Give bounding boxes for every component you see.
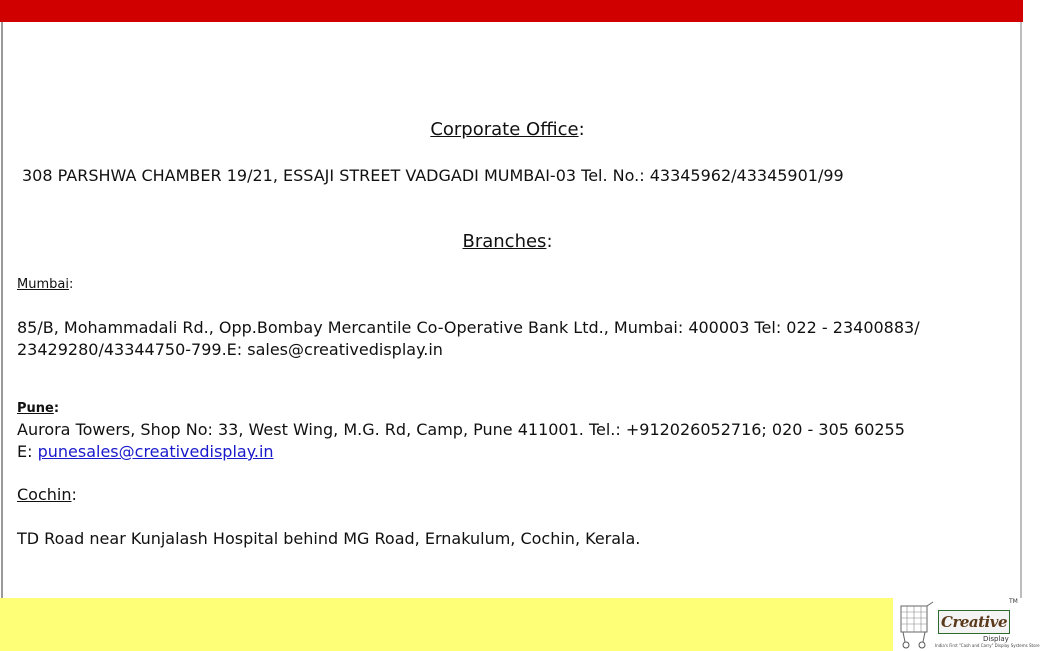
mumbai-label-text: Mumbai (17, 277, 69, 292)
pune-email-line (17, 442, 274, 461)
logo-trademark: TM (1009, 598, 1018, 605)
cochin-label (17, 485, 77, 504)
logo-tagline: India's First "Cash and Carry" Display Systems Store (935, 643, 1040, 648)
shopping-cart-icon (895, 600, 935, 650)
corporate-office-heading (0, 119, 1015, 140)
mumbai-address-line-1: 85/B, Mohammadali Rd., Opp.Bombay Mercantile Co-Operative Bank Ltd., Mumbai: 400003 Tel: 022 - 23400883/ (17, 318, 920, 337)
page-content (0, 22, 1023, 598)
mumbai-label (17, 277, 73, 292)
pune-label-text: Pune (17, 401, 54, 416)
cochin-label-colon: : (71, 485, 77, 504)
mumbai-label-colon: : (68, 277, 74, 292)
mumbai-address-line-2: 23429280/43344750-799.E: sales@creativedisplay.in (17, 340, 443, 359)
pune-email-prefix: E: (17, 442, 38, 461)
corporate-office-colon: : (578, 119, 585, 140)
branches-title: Branches (462, 231, 547, 252)
logo-wordmark: Creative (938, 610, 1010, 634)
footer-bar (0, 598, 1040, 651)
corporate-office-title: Corporate Office (430, 119, 579, 140)
cochin-label-text: Cochin (17, 485, 72, 504)
corporate-office-address: 308 PARSHWA CHAMBER 19/21, ESSAJI STREET VADGADI MUMBAI-03 Tel. No.: 43345962/43345901/99 (22, 166, 844, 185)
logo-subtitle: Display (983, 635, 1009, 643)
pune-label (17, 401, 59, 416)
pune-address: Aurora Towers, Shop No: 33, West Wing, M.G. Rd, Camp, Pune 411001. Tel.: +912026052716; 020 - 305 60255 (17, 420, 905, 439)
branches-heading (0, 231, 1015, 252)
pune-email-link[interactable]: punesales@creativedisplay.in (37, 442, 274, 461)
creative-display-logo (893, 598, 1040, 651)
branches-colon: : (546, 231, 553, 252)
pune-label-colon: : (53, 401, 60, 416)
top-red-bar (0, 0, 1023, 22)
cochin-address: TD Road near Kunjalash Hospital behind MG Road, Ernakulum, Cochin, Kerala. (17, 529, 641, 548)
